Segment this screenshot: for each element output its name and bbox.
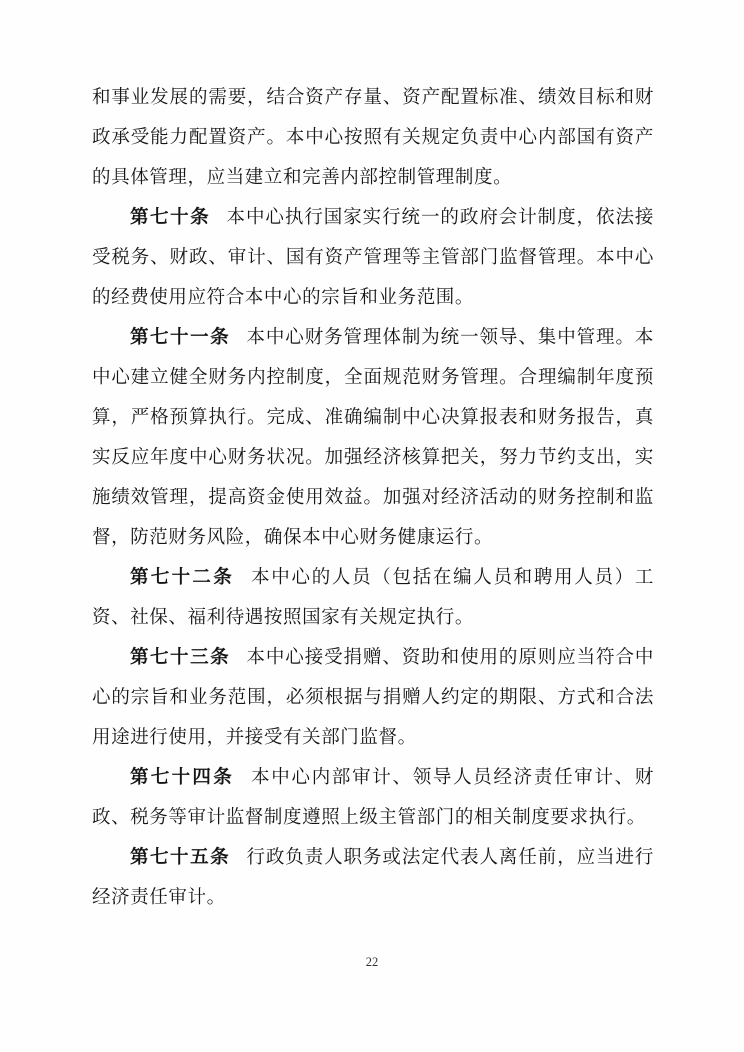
article-label: 第七十条	[130, 207, 211, 228]
article-70	[92, 198, 654, 318]
article-label: 第七十四条	[130, 767, 234, 788]
article-label: 第七十一条	[130, 327, 231, 348]
paragraph-text: 本中心的人员（包括在编人员和聘用人员）工资、社保、福利待遇按照国家有关规定执行。	[92, 567, 654, 628]
article-71	[92, 318, 654, 558]
page-number: 22	[365, 955, 379, 969]
article-75	[92, 838, 654, 918]
page-body	[92, 78, 654, 918]
article-label: 第七十三条	[130, 647, 231, 668]
paragraph-continuation	[92, 78, 654, 198]
paragraph-text: 本中心接受捐赠、资助和使用的原则应当符合中心的宗旨和业务范围，必须根据与捐赠人约定的期限、方式和合法用途进行使用，并接受有关部门监督。	[92, 647, 654, 748]
paragraph-text: 行政负责人职务或法定代表人离任前，应当进行经济责任审计。	[92, 847, 654, 908]
paragraph-text: 本中心内部审计、领导人员经济责任审计、财政、税务等审计监督制度遵照上级主管部门的相关制度要求执行。	[92, 767, 654, 828]
article-label: 第七十五条	[130, 847, 231, 868]
article-label: 第七十二条	[130, 567, 234, 588]
article-74	[92, 758, 654, 838]
paragraph-text: 本中心财务管理体制为统一领导、集中管理。本中心建立健全财务内控制度，全面规范财务管理。合理编制年度预算，严格预算执行。完成、准确编制中心决算报表和财务报告，真实反应年度中心财务状况。加强经济核算把关，努力节约支出，实施绩效管理，提高资金使用效益。加强对经济活动的财务控制和监督，防范财务风险，确保本中心财务健康运行。	[92, 327, 654, 548]
article-72	[92, 558, 654, 638]
paragraph-text: 本中心执行国家实行统一的政府会计制度，依法接受税务、财政、审计、国有资产管理等主管部门监督管理。本中心的经费使用应符合本中心的宗旨和业务范围。	[92, 207, 654, 308]
paragraph-text: 和事业发展的需要，结合资产存量、资产配置标准、绩效目标和财政承受能力配置资产。本中心按照有关规定负责中心内部国有资产的具体管理，应当建立和完善内部控制管理制度。	[92, 87, 654, 188]
article-73	[92, 638, 654, 758]
